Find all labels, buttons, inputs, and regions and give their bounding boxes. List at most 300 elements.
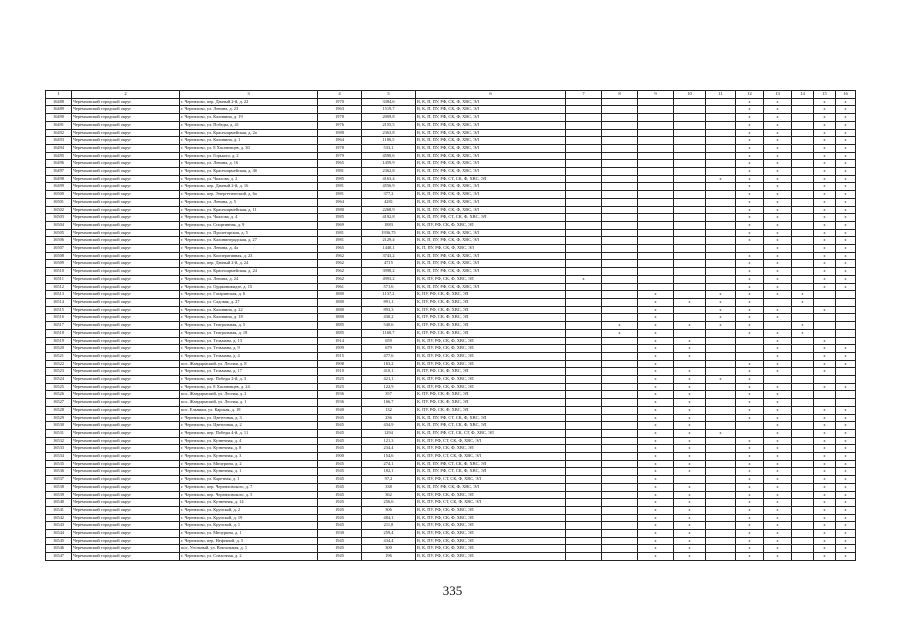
table-cell — [602, 314, 638, 322]
table-cell: х — [764, 168, 792, 176]
table-cell — [706, 476, 736, 484]
table-cell: В, К, П, ПУ, РФ, СК, Ф, ХВС, ЭЛ — [416, 183, 566, 191]
table-cell — [836, 322, 856, 330]
table-cell: Черемховский городской округ — [72, 453, 180, 461]
table-cell: х — [764, 368, 792, 376]
table-cell: х — [736, 530, 764, 538]
table-cell: х — [836, 345, 856, 353]
table-cell — [638, 229, 674, 237]
table-cell: х — [764, 483, 792, 491]
table-cell: В, К, ПУ, РФ, СК, Ф, ХВС, ЭЛ — [416, 553, 566, 561]
table-cell: х — [836, 106, 856, 114]
table-cell — [792, 399, 814, 407]
table-cell: х — [764, 291, 792, 299]
table-cell: г. Черемхово, пер. Дачный 2-й, д. 16 — [180, 183, 318, 191]
table-cell — [602, 191, 638, 199]
table-cell: Черемховский городской округ — [72, 376, 180, 384]
table-cell: 2268,9 — [362, 206, 416, 214]
table-cell: х — [638, 337, 674, 345]
table-cell — [602, 144, 638, 152]
table-row — [46, 175, 856, 183]
table-cell: 16509 — [46, 260, 72, 268]
table-cell: х — [764, 129, 792, 137]
table-cell: х — [764, 422, 792, 430]
table-cell: 16491 — [46, 121, 72, 129]
table-cell: 16528 — [46, 406, 72, 414]
table-cell: х — [736, 491, 764, 499]
table-cell: х — [836, 506, 856, 514]
table-cell: х — [736, 537, 764, 545]
table-cell: х — [736, 329, 764, 337]
table-cell: 1936 — [318, 391, 362, 399]
table-cell: х — [736, 376, 764, 384]
table-cell: х — [836, 198, 856, 206]
table-cell: 16517 — [46, 322, 72, 330]
table-cell — [638, 144, 674, 152]
table-cell — [602, 376, 638, 384]
table-cell — [602, 483, 638, 491]
table-cell: х — [764, 499, 792, 507]
table-cell: х — [674, 376, 706, 384]
table-row — [46, 345, 856, 353]
table-cell — [792, 98, 814, 106]
table-cell: х — [814, 206, 836, 214]
table-cell: 16489 — [46, 106, 72, 114]
table-cell: х — [736, 322, 764, 330]
table-cell: 182,1 — [362, 468, 416, 476]
table-cell: 16539 — [46, 491, 72, 499]
table-cell — [814, 291, 836, 299]
table-cell: г. Черемхово, пер. Победы 2-й, д. 3 — [180, 376, 318, 384]
table-cell: г. Черемхово, ул. Чкалова, д. 4 — [180, 214, 318, 222]
table-cell: х — [836, 460, 856, 468]
table-cell: г. Черемхово, ул. Крупской, д. 2 — [180, 506, 318, 514]
table-cell — [792, 252, 814, 260]
table-cell: х — [736, 499, 764, 507]
table-row — [46, 183, 856, 191]
table-cell: х — [836, 206, 856, 214]
table-cell: х — [674, 414, 706, 422]
table-cell — [602, 468, 638, 476]
table-cell: Черемховский городской округ — [72, 406, 180, 414]
table-cell: В, К, ПУ, РФ, СК, Ф, ХВС, ЭЛ — [416, 514, 566, 522]
table-cell — [638, 214, 674, 222]
table-cell: 1981 — [318, 168, 362, 176]
table-cell: 1880 — [318, 306, 362, 314]
table-cell — [602, 460, 638, 468]
table-cell — [602, 237, 638, 245]
table-cell: х — [764, 530, 792, 538]
table-cell: х — [764, 237, 792, 245]
table-cell: х — [836, 121, 856, 129]
table-cell — [602, 553, 638, 561]
table-cell: 16500 — [46, 191, 72, 199]
table-cell — [792, 144, 814, 152]
table-cell: х — [706, 298, 736, 306]
table-cell: х — [674, 530, 706, 538]
table-cell: 1981 — [318, 191, 362, 199]
table-cell — [602, 522, 638, 530]
table-cell: 1964 — [318, 198, 362, 206]
table-cell — [674, 106, 706, 114]
table-cell: х — [638, 514, 674, 522]
table-cell — [638, 206, 674, 214]
table-cell: 1945 — [318, 445, 362, 453]
table-cell — [674, 291, 706, 299]
table-cell: г. Черемхово, пер. Дачный 2-й, д. 22 — [180, 98, 318, 106]
table-cell — [638, 252, 674, 260]
table-cell: В, К, П, ПУ, РФ, СК, Ф, ХВС, ЭЛ — [416, 137, 566, 145]
table-cell: 16502 — [46, 206, 72, 214]
table-cell — [706, 168, 736, 176]
table-cell: Черемховский городской округ — [72, 352, 180, 360]
column-header: 16 — [836, 91, 856, 99]
table-cell: Черемховский городской округ — [72, 245, 180, 253]
table-cell: х — [674, 298, 706, 306]
table-cell — [638, 245, 674, 253]
table-cell: 1160,7 — [362, 329, 416, 337]
table-cell: х — [836, 429, 856, 437]
table-cell: 2009,8 — [362, 114, 416, 122]
table-cell — [764, 376, 792, 384]
table-cell: 16527 — [46, 399, 72, 407]
table-cell: х — [836, 491, 856, 499]
table-cell: х — [814, 98, 836, 106]
table-cell: 484,1 — [362, 514, 416, 522]
table-cell: х — [814, 445, 836, 453]
table-cell: 893,3 — [362, 306, 416, 314]
table-cell: Черемховский городской округ — [72, 429, 180, 437]
table-cell — [792, 283, 814, 291]
table-cell: х — [736, 414, 764, 422]
table-cell: х — [836, 499, 856, 507]
table-cell: г. Черемхово, ул. Ленина, д. 16 — [180, 160, 318, 168]
table-cell: 16521 — [46, 352, 72, 360]
table-cell: В, К, ПУ, РФ, СК, Ф, ХВС, ЭЛ — [416, 530, 566, 538]
table-cell: В, К, ПУ, РФ, СК, Ф, ХВС, ЭЛ — [416, 383, 566, 391]
table-cell — [602, 506, 638, 514]
table-cell — [566, 468, 602, 476]
table-cell: х — [836, 237, 856, 245]
table-cell: х — [706, 291, 736, 299]
table-cell — [566, 445, 602, 453]
table-cell — [836, 291, 856, 299]
table-cell: х — [814, 537, 836, 545]
table-cell: г. Черемхово, ул. Крупской, д. 19 — [180, 514, 318, 522]
table-cell — [792, 522, 814, 530]
table-cell: пос. Жандармский, ул. Лесная, д. 1 — [180, 399, 318, 407]
table-cell — [674, 229, 706, 237]
table-cell — [602, 422, 638, 430]
table-cell: х — [736, 468, 764, 476]
table-row — [46, 144, 856, 152]
table-cell — [792, 152, 814, 160]
table-cell — [674, 168, 706, 176]
table-cell: х — [674, 553, 706, 561]
table-cell: К, ПУ, РФ, СК, Ф, ХВС, ЭЛ — [416, 399, 566, 407]
table-cell — [602, 476, 638, 484]
table-cell: г. Черемхово, ул. Гагаринская, д. 6 — [180, 291, 318, 299]
table-cell: х — [814, 237, 836, 245]
table-cell — [566, 237, 602, 245]
table-cell — [764, 298, 792, 306]
table-row — [46, 530, 856, 538]
table-cell: х — [814, 345, 836, 353]
table-cell: 16492 — [46, 129, 72, 137]
table-cell: 16532 — [46, 437, 72, 445]
table-cell: х — [706, 429, 736, 437]
table-cell: В, ПУ, РФ, СК, Ф, ХВС, ЭЛ — [416, 368, 566, 376]
table-cell: х — [836, 191, 856, 199]
table-cell: х — [814, 160, 836, 168]
table-cell: х — [674, 545, 706, 553]
table-cell: х — [638, 506, 674, 514]
table-cell — [566, 422, 602, 430]
table-cell — [638, 221, 674, 229]
table-cell — [566, 160, 602, 168]
table-cell — [566, 437, 602, 445]
table-cell — [706, 483, 736, 491]
table-cell — [792, 129, 814, 137]
table-cell: х — [836, 98, 856, 106]
table-cell — [836, 368, 856, 376]
table-cell — [792, 376, 814, 384]
table-cell: х — [764, 175, 792, 183]
table-cell: Черемховский городской округ — [72, 553, 180, 561]
table-cell: х — [764, 553, 792, 561]
table-cell: 4993,2 — [362, 275, 416, 283]
table-cell — [792, 268, 814, 276]
table-cell: х — [674, 453, 706, 461]
table-cell: х — [836, 152, 856, 160]
table-row — [46, 368, 856, 376]
table-row — [46, 553, 856, 561]
table-cell: пос. Жандармский, ул. Лесная, д. 8 — [180, 360, 318, 368]
table-cell: х — [674, 499, 706, 507]
table-cell: 1945 — [318, 414, 362, 422]
table-cell: 16535 — [46, 460, 72, 468]
table-cell: х — [638, 429, 674, 437]
table-cell: х — [814, 306, 836, 314]
table-cell: 16516 — [46, 314, 72, 322]
table-cell — [836, 298, 856, 306]
table-cell: 16507 — [46, 245, 72, 253]
table-cell: 4163,4 — [362, 175, 416, 183]
table-cell — [792, 137, 814, 145]
table-cell — [602, 198, 638, 206]
table-cell: 16513 — [46, 291, 72, 299]
table-cell: х — [638, 399, 674, 407]
table-cell — [836, 399, 856, 407]
table-cell: 97,2 — [362, 476, 416, 484]
table-cell — [706, 198, 736, 206]
table-cell: х — [814, 360, 836, 368]
table-cell: В, К, П, ПУ, РФ, СК, Ф, ХВС, ЭЛ — [416, 168, 566, 176]
table-cell: В, К, ПУ, РФ, СТ, СК, Ф, ХВС, ЭЛ — [416, 453, 566, 461]
table-cell: х — [736, 314, 764, 322]
table-cell: х — [764, 137, 792, 145]
table-cell: х — [814, 252, 836, 260]
table-cell: х — [674, 322, 706, 330]
table-cell — [674, 329, 706, 337]
table-cell: 362 — [362, 491, 416, 499]
table-row — [46, 545, 856, 553]
table-cell: х — [836, 360, 856, 368]
table-cell — [602, 391, 638, 399]
table-cell: х — [736, 514, 764, 522]
table-cell: х — [638, 391, 674, 399]
table-cell — [566, 206, 602, 214]
table-cell — [602, 106, 638, 114]
table-cell — [814, 314, 836, 322]
table-cell: х — [736, 483, 764, 491]
table-cell: х — [736, 476, 764, 484]
table-cell: Черемховский городской округ — [72, 445, 180, 453]
table-cell — [566, 345, 602, 353]
table-cell — [792, 183, 814, 191]
table-cell: х — [602, 322, 638, 330]
table-cell — [602, 175, 638, 183]
table-cell — [566, 453, 602, 461]
table-row — [46, 376, 856, 384]
table-cell: х — [836, 437, 856, 445]
table-cell: В, К, ПУ, РФ, СК, Ф, ХВС, ЭЛ — [416, 221, 566, 229]
table-cell — [602, 298, 638, 306]
table-cell: Черемховский городской округ — [72, 437, 180, 445]
table-cell: К, ПУ, РФ, СК, Ф, ХВС, ЭЛ — [416, 298, 566, 306]
table-cell — [674, 160, 706, 168]
table-cell: х — [638, 476, 674, 484]
table-cell — [602, 406, 638, 414]
table-cell — [706, 221, 736, 229]
table-cell — [566, 168, 602, 176]
table-cell: х — [764, 406, 792, 414]
table-cell — [792, 429, 814, 437]
table-cell: 571,6 — [362, 283, 416, 291]
table-cell: 1936 — [318, 399, 362, 407]
table-cell: 16530 — [46, 422, 72, 430]
table-cell: х — [706, 175, 736, 183]
table-cell — [792, 237, 814, 245]
table-cell: В, К, П, ПУ, РФ, СК, Ф, ХВС, ЭЛ — [416, 252, 566, 260]
table-cell: 16497 — [46, 168, 72, 176]
table-cell: 16488 — [46, 98, 72, 106]
table-cell: 16524 — [46, 376, 72, 384]
table-cell — [706, 399, 736, 407]
table-cell: 3384,6 — [362, 98, 416, 106]
table-cell: х — [814, 106, 836, 114]
table-row — [46, 391, 856, 399]
table-cell — [792, 360, 814, 368]
table-cell: 3998,2 — [362, 268, 416, 276]
table-cell: 1969 — [318, 221, 362, 229]
table-cell: х — [736, 268, 764, 276]
table-cell: х — [764, 252, 792, 260]
table-cell — [792, 114, 814, 122]
table-cell: 1519,7 — [362, 106, 416, 114]
table-cell: х — [764, 206, 792, 214]
table-cell: х — [814, 422, 836, 430]
table-cell — [602, 129, 638, 137]
table-cell — [706, 275, 736, 283]
table-cell: х — [736, 137, 764, 145]
table-cell: х — [814, 491, 836, 499]
table-cell: х — [814, 152, 836, 160]
table-cell — [706, 383, 736, 391]
table-cell: г. Черемхово, ул. Калининградская, д. 27 — [180, 237, 318, 245]
table-cell — [638, 160, 674, 168]
table-cell: х — [836, 553, 856, 561]
table-cell — [706, 337, 736, 345]
table-cell: 4556,9 — [362, 183, 416, 191]
table-cell — [566, 553, 602, 561]
table-cell: г. Черемхово, ул. Тельмана, д. 17 — [180, 368, 318, 376]
table-cell: Черемховский городской округ — [72, 491, 180, 499]
table-cell: Черемховский городской округ — [72, 522, 180, 530]
table-row — [46, 245, 856, 253]
table-cell — [602, 183, 638, 191]
table-cell — [602, 399, 638, 407]
table-cell: х — [736, 191, 764, 199]
table-cell: 2155,5 — [362, 121, 416, 129]
table-cell: х — [814, 506, 836, 514]
table-cell: 891,1 — [362, 298, 416, 306]
table-cell: х — [836, 245, 856, 253]
table-row — [46, 206, 856, 214]
table-cell — [792, 391, 814, 399]
table-cell: Черемховский городской округ — [72, 137, 180, 145]
table-cell — [566, 114, 602, 122]
table-cell: г. Черемхово, пер. Черемховского, д. 5 — [180, 491, 318, 499]
table-row — [46, 437, 856, 445]
table-cell — [706, 183, 736, 191]
table-cell: х — [638, 368, 674, 376]
table-cell: х — [736, 252, 764, 260]
table-cell — [638, 260, 674, 268]
table-cell: х — [736, 406, 764, 414]
table-cell — [566, 414, 602, 422]
table-cell — [566, 306, 602, 314]
table-cell: х — [736, 198, 764, 206]
table-cell: В, К, П, ПУ, РФ, СК, Ф, ХВС, ЭЛ — [416, 160, 566, 168]
table-cell: х — [814, 221, 836, 229]
table-cell: г. Черемхово, ул. Калинина, д. 22 — [180, 306, 318, 314]
table-cell — [706, 106, 736, 114]
table-cell: х — [814, 275, 836, 283]
table-row — [46, 352, 856, 360]
table-cell: 16504 — [46, 221, 72, 229]
table-cell: 1186,5 — [362, 137, 416, 145]
table-cell: г. Черемхово, ул. Кузнечная, д. 4 — [180, 437, 318, 445]
table-cell: 1980 — [318, 129, 362, 137]
table-cell: 236 — [362, 414, 416, 422]
table-cell: Черемховский городской округ — [72, 499, 180, 507]
table-cell: г. Черемхово, пер. Энергетический, д. 6а — [180, 191, 318, 199]
table-cell: 16545 — [46, 537, 72, 545]
table-cell — [792, 352, 814, 360]
table-cell: 16518 — [46, 329, 72, 337]
table-cell: г. Черемхово, ул. Мичурина, д. 1 — [180, 530, 318, 538]
table-cell — [566, 391, 602, 399]
table-cell — [814, 376, 836, 384]
table-cell: х — [764, 268, 792, 276]
table-cell: х — [638, 345, 674, 353]
table-cell: х — [736, 360, 764, 368]
table-cell: х — [814, 383, 836, 391]
table-cell — [706, 391, 736, 399]
table-cell: 1961 — [318, 283, 362, 291]
table-cell: 300 — [362, 545, 416, 553]
